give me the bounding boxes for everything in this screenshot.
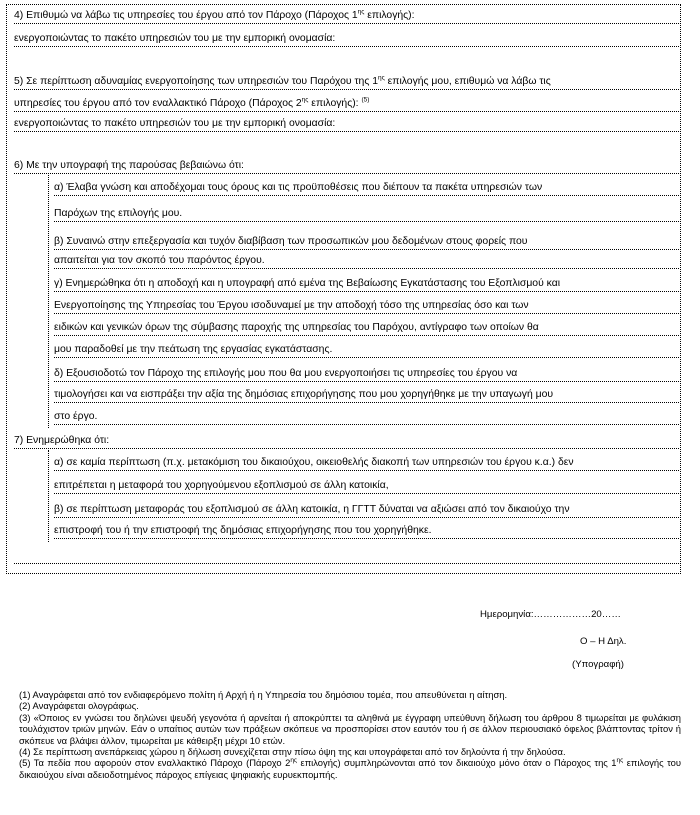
section7-indent-rule (48, 450, 49, 542)
section7-b-line2: επιστροφή του ή την επιστροφή της δημόσιας επιχορήγησης που του χορηγήθηκε. (54, 523, 679, 539)
section4-line1: 4) Επιθυμώ να λάβω τις υπηρεσίες του έργου από τον Πάροχο (Πάροχος $1^{\eta\varsigma}$ επιλογής): (14, 8, 679, 24)
section6-c-line4: μου παραδοθεί με την πεάτωση της εργασίας εγκατάστασης. (54, 342, 679, 358)
blank-line[interactable] (14, 548, 679, 564)
section6-heading: 6) Με την υπογραφή της παρούσας βεβαιώνω ότι: (14, 158, 679, 174)
section6-d-line3: στο έργο. (54, 409, 679, 425)
section4-line2[interactable]: ενεργοποιώντας το πακέτο υπηρεσιών του με την εμπορική ονομασία: (14, 31, 679, 47)
section6-a-line2: Παρόχων της επιλογής μου. (54, 206, 679, 222)
footnote-1: (1) Αναγράφεται από τον ενδιαφερόμενο πολίτη ή Αρχή ή η Υπηρεσία του δημόσιου τομέα, που απευθύνεται η αίτηση. (19, 689, 508, 700)
declarant-label: Ο – Η Δηλ. (580, 636, 627, 647)
section6-d-line1: δ) Εξουσιοδοτώ τον Πάροχο της επιλογής μου που θα μου ενεργοποιήσει τις υπηρεσίες του έργου να (54, 366, 679, 382)
section6-b-line1: β) Συναινώ στην επεξεργασία και τυχόν διαβίβαση των προσωπικών μου δεδομένων στους φορείς που (54, 234, 679, 250)
section6-a-line1: α) Έλαβα γνώση και αποδέχομαι τους όρους και τις προϋποθέσεις που διέπουν τα πακέτα υπηρεσιών των (54, 180, 679, 196)
section6-b-line2: απαιτείται για τον σκοπό του παρόντος έργου. (54, 253, 679, 269)
date-field[interactable]: Ημερομηνία:………………20…… (480, 609, 621, 620)
footnote-2: (2) Αναγράφεται ολογράφως. (19, 700, 139, 712)
section7-heading: 7) Ενημερώθηκα ότι: (14, 433, 679, 449)
footnote-4: (4) Σε περίπτωση ανεπάρκειας χώρου η δήλωση συνεχίζεται στην πίσω όψη της και υπογράφεται από τον δηλούντα ή την δηλούσα. (19, 746, 566, 758)
section7-b-line1: β) σε περίπτωση μεταφοράς του εξοπλισμού σε άλλη κατοικία, η ΓΓΤΤ δύναται να αξιώσει από τον δικαιούχο την (54, 502, 679, 518)
section7-a-line1: α) σε καμία περίπτωση (π.χ. μετακόμιση του δικαιούχου, οικειοθελής διακοπή των υπηρεσιών του έργου κ.α.) δεν (54, 455, 679, 471)
section6-indent-rule (48, 175, 49, 428)
footnote-5: (5) Τα πεδία που αφορούν στον εναλλακτικό Πάροχο (Πάροχο $2^{\eta\varsigma}$ επιλογής) συμπληρώνονται από τον δικαιούχο μόνο όταν ο Πάροχος της $1^{\eta\varsigma}$ επιλογής του δικαιούχου είναι αδειοδοτημένος πάροχος επίγειας ψηφιακής ευρυεκπομπής. (19, 757, 681, 780)
section5-line1: 5) Σε περίπτωση αδυναμίας ενεργοποίησης των υπηρεσιών του Παρόχου της $1^{\eta\varsigma}$ επιλογής μου, επιθυμώ να λάβω τις (14, 74, 679, 90)
section5-line3[interactable]: ενεργοποιώντας το πακέτο υπηρεσιών του με την εμπορική ονομασία: (14, 116, 679, 132)
signature-label: (Υπογραφή) (572, 659, 624, 670)
section6-c-line2: Ενεργοποίησης της Υπηρεσίας του Έργου ισοδυναμεί με την αποδοχή τόσο της υπηρεσίας όσο και των (54, 298, 679, 314)
section7-a-line2: επιτρέπεται η μεταφορά του χορηγούμενου εξοπλισμού σε άλλη κατοικία, (54, 478, 679, 494)
section6-d-line2: τιμολογήσει και να εισπράξει την αξία της δημόσιας επιχορήγησης που μου χορηγήθηκε με την υπαγωγή μου (54, 387, 679, 403)
footnote-3: (3) «Όποιος εν γνώσει του δηλώνει ψευδή γεγονότα ή αρνείται ή αποκρύπτει τα αληθινά με έγγραφη υπεύθυνη δήλωση του άρθρου 8 τιμωρείται με φυλάκιση τουλάχιστον τριών μηνών. Εάν ο υπαίτιος αυτών των πράξεων σκόπευε να προσπορίσει στον εαυτόν του ή σε άλλον περιουσιακό όφελος βλάπτοντας τρίτον ή σκόπευε να βλάψει άλλον, τιμωρείται με κάθειρξη μέχρι 10 ετών. (19, 711, 681, 746)
footnotes (19, 689, 681, 780)
section6-c-line3: ειδικών και γενικών όρων της σύμβασης παροχής της υπηρεσίας του Παρόχου, αντίγραφο των οποίων θα (54, 320, 679, 336)
section6-c-line1: γ) Ενημερώθηκα ότι η αποδοχή και η υπογραφή από εμένα της Βεβαίωσης Εγκατάστασης του Εξοπλισμού και (54, 276, 679, 292)
section5-line2: υπηρεσίες του έργου από τον εναλλακτικό Πάροχο (Πάροχος $2^{\eta\varsigma}$ επιλογής): $^{(5)}$ (14, 96, 679, 112)
